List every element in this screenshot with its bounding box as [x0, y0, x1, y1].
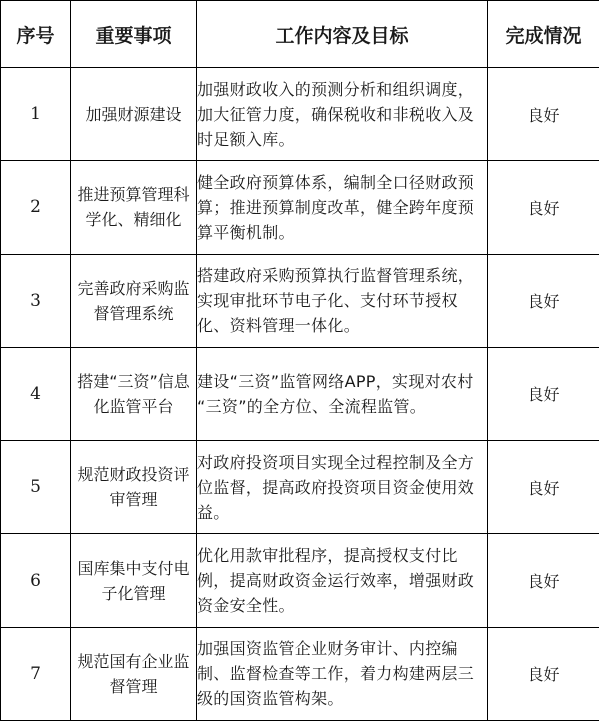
row-item — [71, 534, 197, 627]
table-row — [1, 534, 599, 627]
row-number: 5 — [1, 441, 71, 534]
row-content-text: 加强财政收入的预测分析和组织调度，加大征管力度，确保税收和非税收入及时足额入库。 — [197, 79, 475, 149]
table-row — [1, 68, 599, 161]
row-item-text: 完善政府采购监督管理系统 — [77, 278, 190, 323]
row-content-text: 加强国资监管企业财务审计、内控编制、监督检查等工作，着力构建两层三级的国资监管构架。 — [197, 639, 475, 709]
row-number: 4 — [1, 347, 71, 440]
row-content — [197, 254, 488, 347]
row-item — [71, 627, 197, 720]
row-item — [71, 254, 197, 347]
row-item — [71, 68, 197, 161]
row-content — [197, 68, 488, 161]
row-number: 7 — [1, 627, 71, 720]
row-content — [197, 161, 488, 254]
row-status: 良好 — [488, 441, 599, 534]
row-content — [197, 534, 488, 627]
row-number: 2 — [1, 161, 71, 254]
row-content — [197, 627, 488, 720]
header-no: 序号 — [1, 1, 71, 68]
row-content-text: 建设“三资”监管网络APP，实现对农村 “三资”的全方位、全流程监管。 — [197, 371, 474, 416]
table-row — [1, 254, 599, 347]
row-item — [71, 347, 197, 440]
row-content — [197, 347, 488, 440]
row-content-text: 优化用款审批程序，提高授权支付比例，提高财政资金运行效率，增强财政资金安全性。 — [197, 546, 475, 616]
row-number: 1 — [1, 68, 71, 161]
table-row — [1, 347, 599, 440]
row-item-text: 国库集中支付电子化管理 — [77, 558, 190, 603]
table-row — [1, 441, 599, 534]
row-item-text: 规范国有企业监督管理 — [77, 651, 190, 696]
row-item — [71, 441, 197, 534]
row-status: 良好 — [488, 627, 599, 720]
row-item — [71, 161, 197, 254]
row-item-text: 规范财政投资评审管理 — [77, 465, 190, 510]
row-content-text: 健全政府预算体系，编制全口径财政预算；推进预算制度改革，健全跨年度预算平衡机制。 — [197, 172, 475, 242]
row-status: 良好 — [488, 347, 599, 440]
header-row — [1, 1, 599, 68]
row-item-text: 加强财源建设 — [85, 104, 182, 124]
row-content-text: 搭建政府采购预算执行监督管理系统，实现审批环节电子化、支付环节授权化、资料管理一体化。 — [197, 266, 475, 336]
row-item-text: 搭建“三资”信息化监管平台 — [77, 371, 190, 416]
table-row — [1, 161, 599, 254]
header-item: 重要事项 — [71, 1, 197, 68]
table-row — [1, 627, 599, 720]
row-number: 6 — [1, 534, 71, 627]
row-item-text: 推进预算管理科学化、精细化 — [77, 185, 190, 230]
row-status: 良好 — [488, 254, 599, 347]
row-status: 良好 — [488, 534, 599, 627]
row-status: 良好 — [488, 68, 599, 161]
row-content — [197, 441, 488, 534]
row-number: 3 — [1, 254, 71, 347]
header-content: 工作内容及目标 — [197, 1, 488, 68]
row-content-text: 对政府投资项目实现全过程控制及全方位监督，提高政府投资项目资金使用效益。 — [197, 452, 475, 522]
header-status: 完成情况 — [488, 1, 599, 68]
row-status: 良好 — [488, 161, 599, 254]
